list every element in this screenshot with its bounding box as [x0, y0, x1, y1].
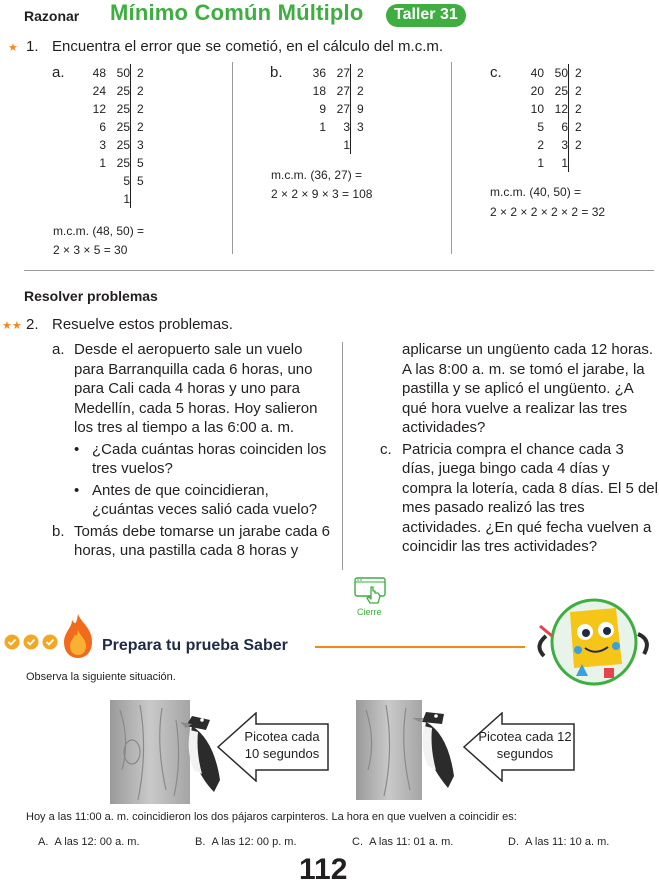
division-row — [302, 100, 368, 118]
factor-cell: 3 — [350, 118, 368, 136]
division-row — [82, 172, 148, 190]
problem-c — [380, 440, 659, 557]
division-row — [82, 100, 148, 118]
factor-cell: 2 — [568, 118, 586, 136]
question-number: 1. — [26, 38, 39, 55]
number-cell: 27 — [336, 84, 350, 98]
number-cell: 27 — [336, 102, 350, 116]
number-cell: 48 — [92, 66, 106, 80]
factor-cell: 2 — [130, 64, 148, 82]
column-divider — [451, 62, 452, 254]
bird2-label: Picotea cada 12 segundos — [478, 729, 572, 761]
saber-title: Prepara tu prueba Saber — [102, 637, 288, 654]
bullet-item: • ¿Cada cuántas horas coinciden los tres vuelos? — [52, 440, 330, 479]
number-cell: 25 — [116, 120, 130, 134]
division-row — [82, 154, 148, 172]
factor-cell: 2 — [130, 82, 148, 100]
taller-badge: Taller 31 — [386, 4, 466, 27]
factor-cell: 2 — [130, 118, 148, 136]
factor-cell: 2 — [130, 100, 148, 118]
problem-b-continued — [380, 340, 659, 438]
number-cell: 1 — [343, 138, 350, 152]
page-number: 112 — [299, 853, 348, 886]
factor-cell: 3 — [130, 136, 148, 154]
page-title: Mínimo Común Múltiplo — [110, 0, 364, 25]
option-letter: C. — [352, 836, 363, 848]
number-cell: 3 — [99, 138, 106, 152]
division-row — [302, 118, 368, 136]
factor-cell: 2 — [568, 100, 586, 118]
item-letter-c: c. — [490, 64, 502, 81]
number-cell: 10 — [530, 102, 544, 116]
number-cell: 3 — [343, 120, 350, 134]
section-label-razonar: Razonar — [24, 8, 80, 24]
question-number: 2. — [26, 316, 39, 333]
option-b[interactable] — [195, 836, 297, 848]
flame-icon — [60, 612, 96, 660]
mcm-label-b: m.c.m. (36, 27) = — [271, 168, 363, 182]
mcm-result-a: 2 × 3 × 5 = 30 — [53, 243, 128, 257]
number-cell: 1 — [99, 156, 106, 170]
question-text: Encuentra el error que se cometió, en el cálculo del m.c.m. — [52, 38, 444, 55]
division-row — [82, 136, 148, 154]
hand-pointer-icon[interactable] — [354, 577, 388, 605]
division-row — [302, 136, 368, 154]
option-c[interactable] — [352, 836, 453, 848]
cierre-label[interactable]: Cierre — [357, 607, 382, 617]
division-row — [82, 118, 148, 136]
division-row — [520, 154, 586, 172]
number-cell: 6 — [99, 120, 106, 134]
number-cell: 50 — [554, 66, 568, 80]
factor-cell — [350, 136, 368, 154]
number-cell: 18 — [312, 84, 326, 98]
division-row — [82, 82, 148, 100]
option-text: A las 11: 01 a. m. — [369, 836, 454, 848]
number-cell: 40 — [530, 66, 544, 80]
division-row — [520, 82, 586, 100]
option-text: A las 11: 10 a. m. — [525, 836, 610, 848]
number-cell: 25 — [116, 156, 130, 170]
number-cell: 36 — [312, 66, 326, 80]
section-label-resolver: Resolver problemas — [24, 288, 158, 304]
problem-text: Patricia compra el chance cada 3 días, juega bingo cada 4 días y compra la lotería, cada 8 días. El 5 del mes pasado realizó las tres actividades. ¿En qué fecha vuelven a coincidir las tres actividades? — [402, 440, 658, 555]
option-letter: D. — [508, 836, 519, 848]
number-cell — [302, 136, 326, 154]
number-cell: 20 — [530, 84, 544, 98]
number-cell: 1 — [123, 192, 130, 206]
number-cell: 25 — [116, 102, 130, 116]
bullet-item: • Antes de que coincidieran, ¿cuántas veces salió cada vuelo? — [52, 481, 330, 520]
number-cell — [82, 190, 106, 208]
problem-column-right — [380, 340, 659, 557]
mcm-result-b: 2 × 2 × 9 × 3 = 108 — [271, 187, 373, 201]
section-divider — [24, 270, 654, 271]
mcm-result-c: 2 × 2 × 2 × 2 × 2 = 32 — [490, 205, 606, 219]
column-divider — [342, 342, 343, 570]
division-row — [520, 100, 586, 118]
factor-cell — [568, 154, 586, 172]
mcm-label-a: m.c.m. (48, 50) = — [53, 224, 145, 238]
saber-question: Hoy a las 11:00 a. m. coincidieron los dos pájaros carpinteros. La hora en que vuelven a coincidir es: — [26, 811, 517, 823]
factor-cell: 5 — [130, 154, 148, 172]
factor-cell: 5 — [130, 172, 148, 190]
number-cell: 9 — [319, 102, 326, 116]
number-cell: 3 — [561, 138, 568, 152]
item-letter-a: a. — [52, 64, 65, 81]
division-row — [82, 190, 148, 208]
item-letter-b: b. — [270, 64, 283, 81]
division-table-b — [302, 64, 368, 154]
woodpecker-on-tree-icon — [356, 700, 476, 804]
problem-letter: b. — [52, 522, 65, 540]
division-row — [520, 64, 586, 82]
problem-text: aplicarse un ungüento cada 12 horas. A las 8:00 a. m. se tomó el jarabe, la pastilla y se aplicó el ungüento. ¿A qué hora vuelve a realizar las tres actividades? — [402, 341, 654, 436]
problem-text: Desde el aeropuerto sale un vuelo para Barranquilla cada 6 horas, uno para Cali cada 4 horas y uno para Medellín, cada 5 horas. Hoy salieron los tres al tiempo a las 6:00 a. m. — [74, 341, 318, 436]
mcm-label-c: m.c.m. (40, 50) = — [490, 185, 582, 199]
division-row — [302, 64, 368, 82]
number-cell: 5 — [123, 174, 130, 188]
number-cell: 12 — [554, 102, 568, 116]
factor-cell: 2 — [568, 82, 586, 100]
factor-cell: 2 — [568, 64, 586, 82]
factor-cell: 2 — [568, 136, 586, 154]
problem-text: Tomás debe tomarse un jarabe cada 6 horas, una pastilla cada 8 horas y — [74, 522, 330, 559]
difficulty-stars-icon: ★★ — [2, 320, 22, 332]
number-cell: 1 — [537, 156, 544, 170]
number-cell: 50 — [116, 66, 130, 80]
problem-a — [52, 340, 330, 438]
option-a[interactable] — [38, 836, 140, 848]
division-row — [520, 136, 586, 154]
number-cell: 2 — [537, 138, 544, 152]
division-table-a — [82, 64, 148, 208]
factor-cell: 2 — [350, 82, 368, 100]
number-cell: 24 — [92, 84, 106, 98]
number-cell: 6 — [561, 120, 568, 134]
saber-intro: Observa la siguiente situación. — [26, 671, 176, 683]
number-cell: 1 — [319, 120, 326, 134]
factor-cell: 2 — [350, 64, 368, 82]
factor-cell — [130, 190, 148, 208]
woodpecker-on-tree-icon — [110, 700, 230, 804]
robot-mascot-icon — [530, 590, 656, 690]
question-text: Resuelve estos problemas. — [52, 316, 233, 333]
problem-letter: c. — [380, 440, 392, 458]
number-cell: 1 — [561, 156, 568, 170]
division-row — [302, 82, 368, 100]
factor-cell: 9 — [350, 100, 368, 118]
number-cell — [82, 172, 106, 190]
division-row — [82, 64, 148, 82]
number-cell: 25 — [116, 138, 130, 152]
orange-rule — [315, 646, 525, 648]
division-row — [520, 118, 586, 136]
number-cell: 12 — [92, 102, 106, 116]
option-letter: B. — [195, 836, 206, 848]
column-divider — [232, 62, 233, 254]
bird1-label: Picotea cada 10 segundos — [244, 729, 320, 761]
number-cell: 25 — [116, 84, 130, 98]
problem-column-left — [52, 340, 330, 561]
number-cell: 25 — [554, 84, 568, 98]
check-circles-icon — [4, 633, 60, 651]
option-text: A las 12: 00 p. m. — [211, 836, 297, 848]
division-table-c — [520, 64, 586, 172]
option-text: A las 12: 00 a. m. — [54, 836, 140, 848]
problem-letter: a. — [52, 341, 65, 358]
difficulty-star-icon: ★ — [8, 42, 18, 54]
option-letter: A. — [38, 836, 49, 848]
number-cell: 27 — [336, 66, 350, 80]
option-d[interactable] — [508, 836, 609, 848]
number-cell: 5 — [537, 120, 544, 134]
problem-b — [52, 522, 330, 561]
